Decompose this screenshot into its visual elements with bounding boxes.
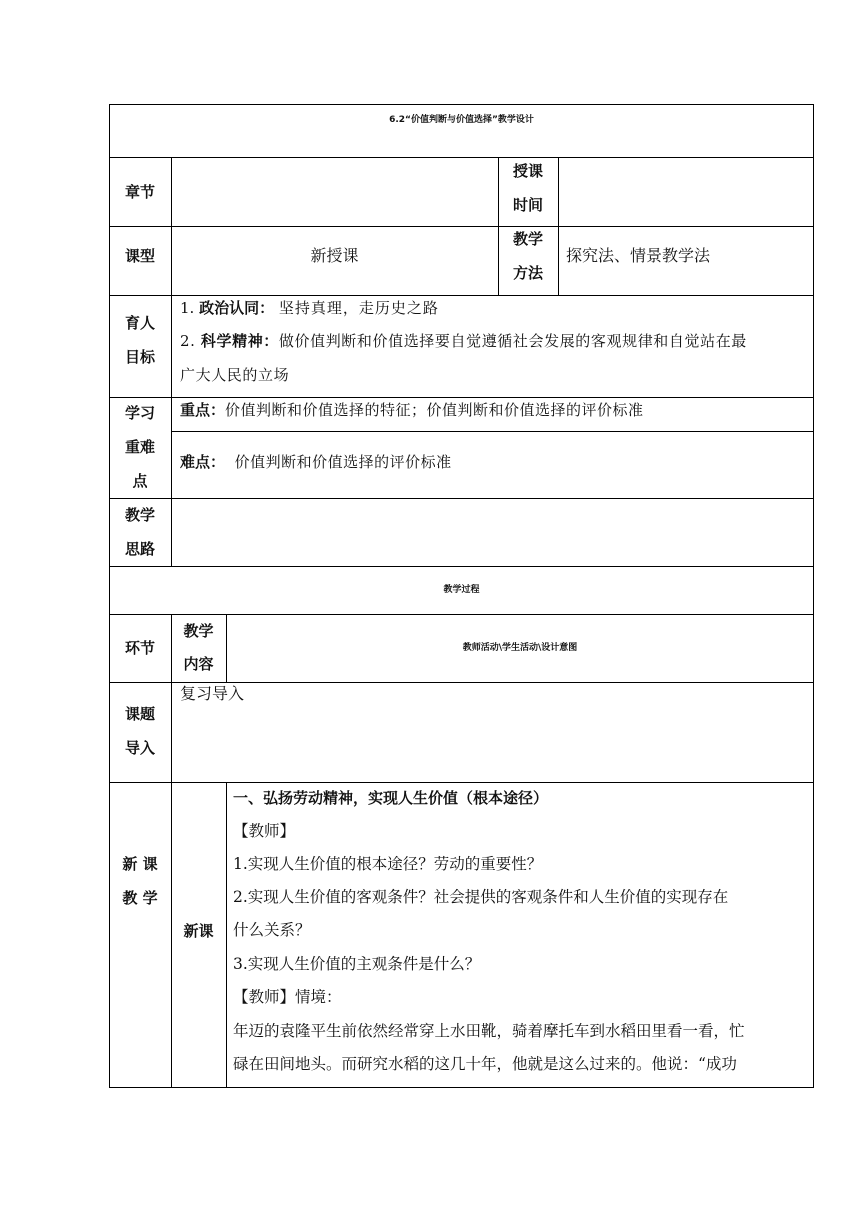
label-new-1: 新 课: [122, 855, 158, 873]
label-idea-1: 教学: [124, 506, 155, 524]
label-new-2: 教 学: [122, 889, 158, 907]
col-divider: [171, 614, 172, 1088]
goal-item-1: [180, 298, 439, 318]
process-header: 教学过程: [443, 585, 480, 595]
new-lesson-line: 年迈的袁隆平生前依然经常穿上水田靴，骑着摩托车到水稻田里看一看，忙: [233, 1022, 745, 1040]
col-header-content-2: 内容: [183, 655, 214, 673]
new-lesson-line: 2.实现人生价值的客观条件？社会提供的客观条件和人生价值的实现存在: [233, 888, 729, 906]
lesson-type-value: 新授课: [310, 246, 359, 265]
label-goal-2: 目标: [124, 348, 155, 366]
method-value: 探究法、情景教学法: [566, 246, 711, 265]
row-divider: [109, 157, 814, 158]
col-header-content-1: 教学: [183, 622, 214, 640]
new-lesson-line: 【教师】情境：: [233, 988, 342, 1006]
label-time-2: 时间: [512, 196, 543, 214]
col-divider: [558, 157, 559, 295]
new-lesson-line: 【教师】: [233, 822, 296, 840]
new-lesson-line: 1.实现人生价值的根本途径？劳动的重要性？: [233, 855, 543, 873]
label-lesson-type: 课型: [124, 247, 155, 265]
col-header-activity: 教师活动\学生活动\设计意图: [462, 643, 578, 653]
label-key-3: 点: [132, 472, 148, 490]
goal-item-2-text: 做价值判断和价值选择要自觉遵循社会发展的客观规律和自觉站在最: [278, 332, 747, 350]
row-divider: [109, 397, 814, 398]
page-title: 6.2“价值判断与价值选择”教学设计: [389, 115, 534, 125]
new-lesson-content: 新课: [183, 922, 214, 940]
label-chapter: 章节: [124, 183, 155, 201]
label-intro-1: 课题: [124, 705, 155, 723]
label-key-2: 重难: [124, 438, 155, 456]
new-lesson-line: 3.实现人生价值的主观条件是什么？: [233, 955, 481, 973]
goal-item-1-number: 1.: [180, 299, 195, 317]
intro-activity: 复习导入: [180, 684, 245, 703]
row-divider: [109, 226, 814, 227]
row-divider: [109, 295, 814, 296]
key-point: [180, 400, 644, 420]
col-divider: [171, 157, 172, 566]
row-divider: [109, 498, 814, 499]
goal-item-2-heading: 科学精神：: [200, 332, 279, 350]
new-lesson-line: 碌在田间地头。而研究水稻的这几十年，他就是这么过来的。他说：“成功: [233, 1055, 737, 1073]
goal-item-2-continued: 广大人民的立场: [180, 366, 290, 384]
label-idea-2: 思路: [124, 540, 155, 558]
label-method-1: 教学: [512, 230, 543, 248]
label-key-1: 学习: [124, 404, 155, 422]
goal-item-1-heading: 政治认同：: [199, 299, 275, 317]
new-lesson-line: 什么关系？: [233, 921, 311, 939]
label-intro-2: 导入: [124, 739, 155, 757]
difficult-point: [180, 452, 452, 472]
key-point-heading: 重点：: [180, 401, 226, 419]
row-divider: [109, 682, 814, 683]
goal-item-1-text: 坚持真理，走历史之路: [278, 299, 439, 317]
label-time-1: 授课: [512, 162, 543, 180]
difficult-point-heading: 难点：: [180, 453, 226, 471]
key-point-text: 价值判断和价值选择的特征；价值判断和价值选择的评价标准: [225, 401, 644, 419]
col-divider: [226, 782, 227, 1088]
goal-item-2-number: 2.: [180, 332, 196, 350]
row-divider: [109, 566, 814, 567]
label-goal-1: 育人: [124, 314, 155, 332]
col-header-stage: 环节: [124, 639, 155, 657]
label-method-2: 方法: [512, 264, 543, 282]
row-divider: [171, 431, 814, 432]
difficult-point-text: 价值判断和价值选择的评价标准: [234, 453, 452, 471]
goal-item-2: [180, 331, 747, 351]
new-lesson-line: 一、弘扬劳动精神，实现人生价值（根本途径）: [233, 789, 549, 807]
